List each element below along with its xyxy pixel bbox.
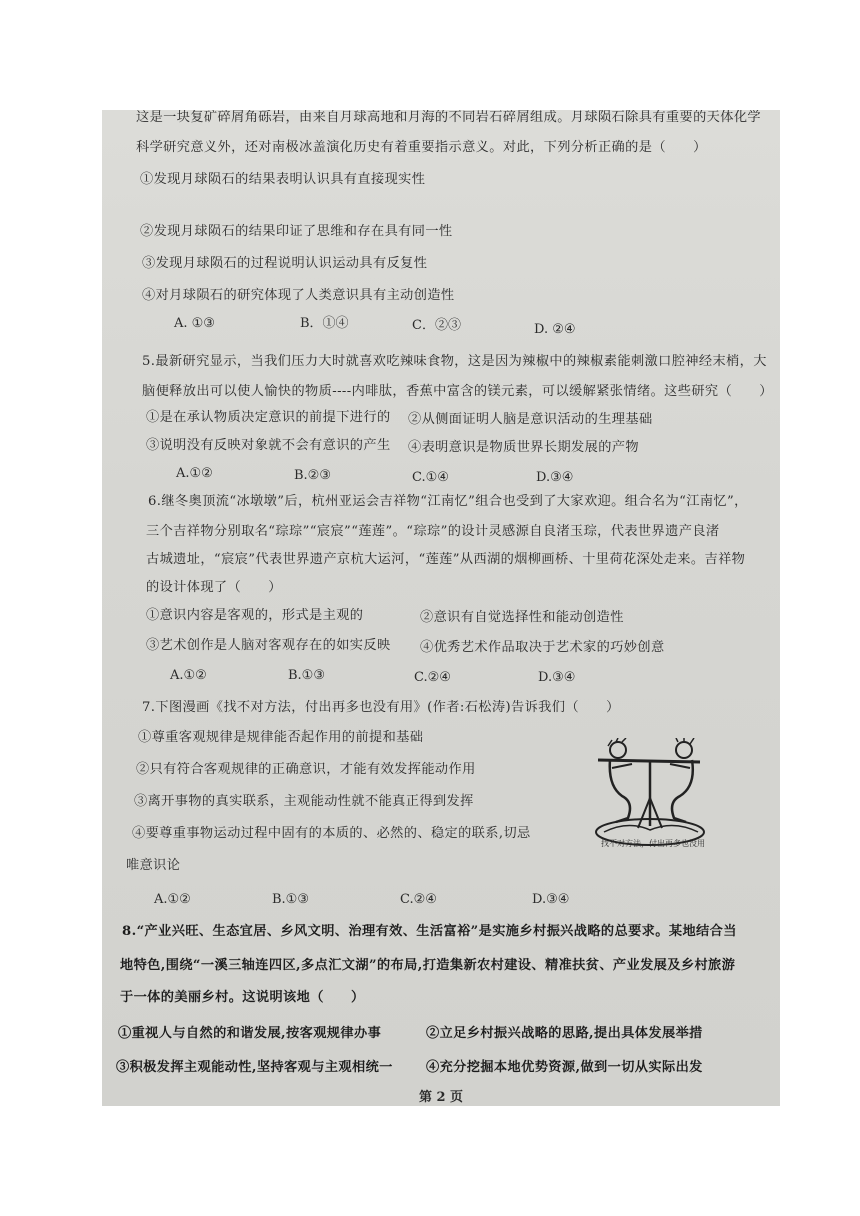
q4-stem-line1: 这是一块复矿碎屑角砾岩，由来自月球高地和月海的不同岩石碎屑组成。月球陨石除具有重要的天体化学 [136,110,762,125]
page-number: 第 2 页 [418,1090,464,1105]
q6-stem-line3: 古城遗址，“宸宸”代表世界遗产京杭大运河，“莲莲”从西湖的烟柳画桥、十里荷花深处走来。吉祥物 [146,552,746,567]
q6-statement-2: ②意识有自觉选择性和能动创造性 [420,610,624,625]
q6-statement-3: ③艺术创作是人脑对客观存在的如实反映 [146,638,391,653]
q7-statement-1: ①尊重客观规律是规律能否起作用的前提和基础 [138,730,424,745]
q7-statement-4: ④要尊重事物运动过程中固有的本质的、必然的、稳定的联系,切忌 [132,826,531,841]
q4-option-b[interactable]: B．①④ [300,316,349,331]
q6-stem-line1: 6.继冬奥顶流“冰墩墩”后，杭州亚运会吉祥物“江南忆”组合也受到了大家欢迎。组合名为“江南忆”， [148,494,748,509]
q7-statement-3: ③离开事物的真实联系，主观能动性就不能真正得到发挥 [134,794,474,809]
q5-stem-line2: 脑便释放出可以使人愉快的物质----内啡肽，香蕉中富含的镁元素，可以缓解紧张情绪。这些研究（ ） [142,384,773,399]
q7-option-c[interactable]: C.②④ [400,892,437,907]
q8-stem-line3: 于一体的美丽乡村。这说明该地（ ） [120,990,365,1005]
q7-option-d[interactable]: D.③④ [532,892,570,907]
q6-stem-line4: 的设计体现了（ ） [146,580,282,595]
q7-option-b[interactable]: B.①③ [272,892,309,907]
q5-statement-3: ③说明没有反映对象就不会有意识的产生 [146,438,391,453]
q4-option-c[interactable]: C．②③ [412,318,461,333]
q4-statement-2: ②发现月球陨石的结果印证了思维和存在具有同一性 [140,224,453,239]
q5-option-b[interactable]: B.②③ [294,468,331,483]
q7-option-a[interactable]: A.①② [154,892,191,907]
cartoon-caption: 找不对方法，付出再多也没用 [601,839,705,848]
q5-statement-1: ①是在承认物质决定意识的前提下进行的 [146,410,391,425]
q5-stem-line1: 5.最新研究显示，当我们压力大时就喜欢吃辣味食物，这是因为辣椒中的辣椒素能刺激口腔神经末梢，大 [142,354,767,369]
q6-option-d[interactable]: D.③④ [538,670,576,685]
q4-statement-1: ①发现月球陨石的结果表明认识具有直接现实性 [140,172,426,187]
q6-option-b[interactable]: B.①③ [288,668,325,683]
q8-statement-4: ④充分挖掘本地优势资源,做到一切从实际出发 [426,1060,703,1075]
q5-option-a[interactable]: A.①② [176,466,213,481]
q5-option-d[interactable]: D.③④ [536,470,574,485]
q7-statement-4-cont: 唯意识论 [126,858,181,873]
q6-stem-line2: 三个吉祥物分别取名“琮琮”“宸宸”“莲莲”。“琮琮”的设计灵感源自良渚玉琮，代表世界遗产良渚 [146,524,720,539]
q7-statement-2: ②只有符合客观规律的正确意识，才能有效发挥能动作用 [136,762,476,777]
q4-option-d[interactable]: D. ②④ [534,322,576,337]
q6-statement-1: ①意识内容是客观的，形式是主观的 [146,608,364,623]
q6-option-c[interactable]: C.②④ [414,670,451,685]
q8-statement-2: ②立足乡村振兴战略的思路,提出具体发展举措 [426,1026,703,1041]
q8-stem-line2: 地特色,围绕“一溪三轴连四区,多点汇文湖”的布局,打造集新农村建设、精准扶贫、产业发展及乡村旅游 [120,958,736,973]
q4-statement-3: ③发现月球陨石的过程说明认识运动具有反复性 [142,256,428,271]
q6-option-a[interactable]: A.①② [170,668,207,683]
q4-statement-4: ④对月球陨石的研究体现了人类意识具有主动创造性 [142,288,455,303]
q4-option-a[interactable]: A. ①③ [174,316,215,331]
q8-statement-1: ①重视人与自然的和谐发展,按客观规律办事 [118,1026,382,1041]
cartoon-illustration [588,738,718,848]
q8-statement-3: ③积极发挥主观能动性,坚持客观与主观相统一 [116,1060,393,1075]
q7-stem: 7.下图漫画《找不对方法，付出再多也没有用》(作者:石松涛)告诉我们（ ） [142,700,620,715]
q5-statement-4: ④表明意识是物质世界长期发展的产物 [408,440,639,455]
q4-stem-line2: 科学研究意义外，还对南极冰盖演化历史有着重要指示意义。对此，下列分析正确的是（ ） [136,140,707,155]
q6-statement-4: ④优秀艺术作品取决于艺术家的巧妙创意 [420,640,665,655]
q5-statement-2: ②从侧面证明人脑是意识活动的生理基础 [408,412,653,427]
q5-option-c[interactable]: C.①④ [412,470,449,485]
exam-page [102,110,780,1106]
q8-stem-line1: 8.“产业兴旺、生态宜居、乡风文明、治理有效、生活富裕”是实施乡村振兴战略的总要求。某地结合当 [122,924,737,939]
